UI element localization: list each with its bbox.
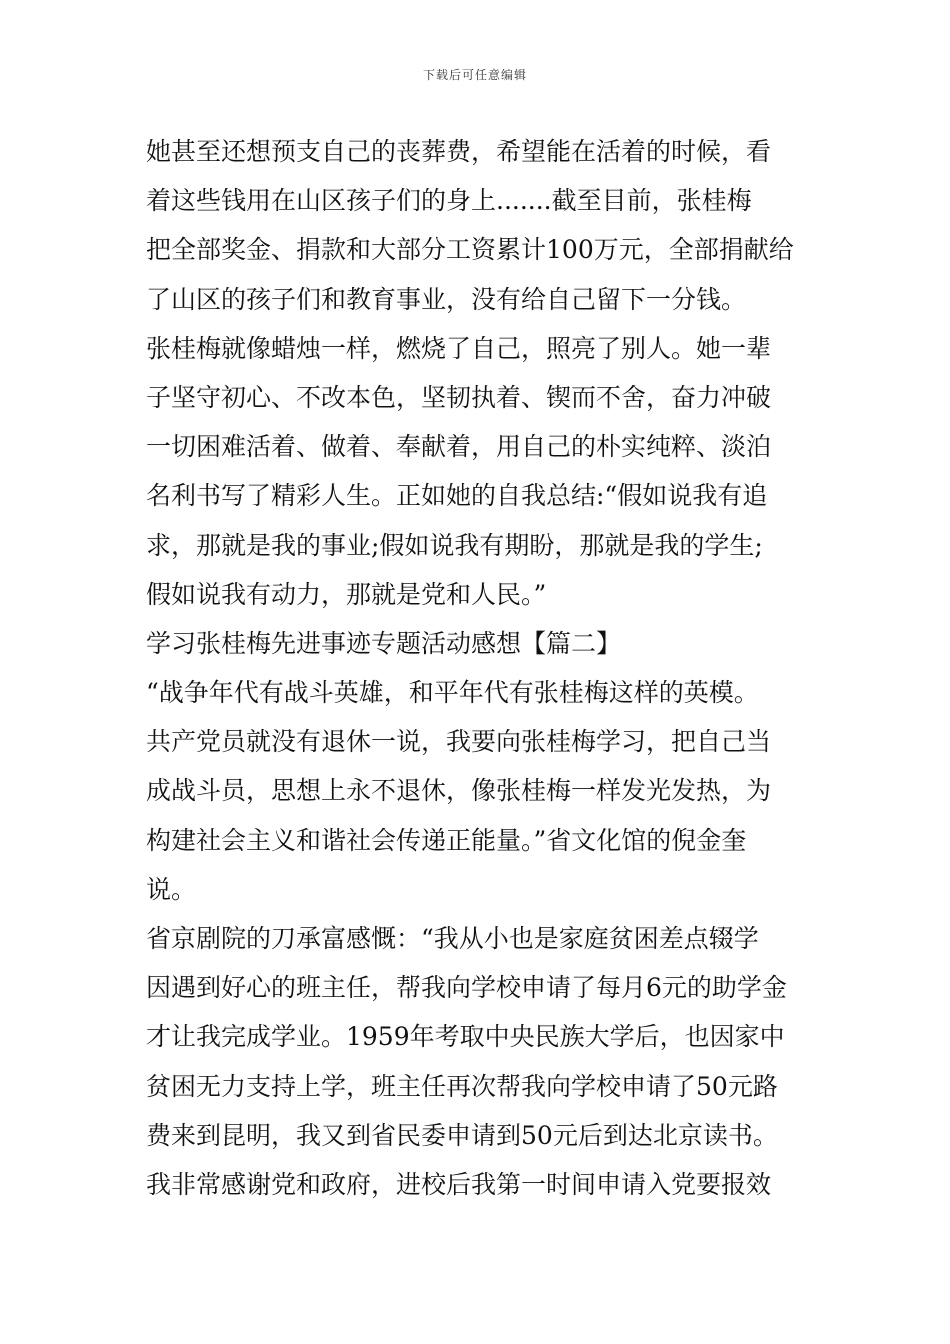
text-line: 她甚至还想预支自己的丧葬费，希望能在活着的时候，看 xyxy=(146,137,772,166)
text-line: 名利书写了精彩人生。正如她的自我总结:“假如说我有追 xyxy=(146,481,768,511)
text-line: 一切困难活着、做着、奉献着，用自己的朴实纯粹、淡泊 xyxy=(146,432,772,462)
text-line: 省京剧院的刀承富感慨：“我从小也是家庭贫困差点辍学 xyxy=(146,924,759,953)
text-line: 构建社会主义和谐社会传递正能量。”省文化馆的倪金奎 xyxy=(146,825,747,855)
text-line: 成战斗员，思想上永不退休，像张桂梅一样发光发热，为 xyxy=(146,776,772,806)
text-line: 才让我完成学业。1959年考取中央民族大学后，也因家中 xyxy=(146,1022,785,1052)
document-body xyxy=(146,127,816,1209)
page-header-note: 下载后可任意编辑 xyxy=(422,68,527,82)
text-line: 费来到昆明，我又到省民委申请到50元后到达北京读书。 xyxy=(146,1120,778,1150)
text-line: 共产党员就没有退休一说，我要向张桂梅学习，把自己当 xyxy=(146,727,772,757)
text-line: 说。 xyxy=(146,874,197,904)
text-line: 我非常感谢党和政府，进校后我第一时间申请入党要报效 xyxy=(146,1169,772,1199)
text-line: 张桂梅就像蜡烛一样，燃烧了自己，照亮了别人。她一辈 xyxy=(146,333,772,363)
text-line: 贫困无力支持上学，班主任再次帮我向学校申请了50元路 xyxy=(146,1071,778,1101)
section-heading: 学习张桂梅先进事迹专题活动感想【篇二】 xyxy=(146,628,622,658)
text-line: 了山区的孩子们和教育事业，没有给自己留下一分钱。 xyxy=(146,284,747,314)
text-line: 把全部奖金、捐款和大部分工资累计100万元，全部捐献给 xyxy=(146,235,794,265)
text-line: 假如说我有动力，那就是党和人民。” xyxy=(146,579,547,609)
text-line: 子坚守初心、不改本色，坚韧执着、锲而不舍，奋力冲破 xyxy=(146,382,772,412)
text-line: 求，那就是我的事业;假如说我有期盼，那就是我的学生; xyxy=(146,530,763,560)
text-line: 着这些钱用在山区孩子们的身上.......截至目前，张桂梅 xyxy=(146,186,752,216)
text-line: “战争年代有战斗英雄，和平年代有张桂梅这样的英模。 xyxy=(146,678,759,708)
text-line: 因遇到好心的班主任，帮我向学校申请了每月6元的助学金 xyxy=(146,973,787,1003)
